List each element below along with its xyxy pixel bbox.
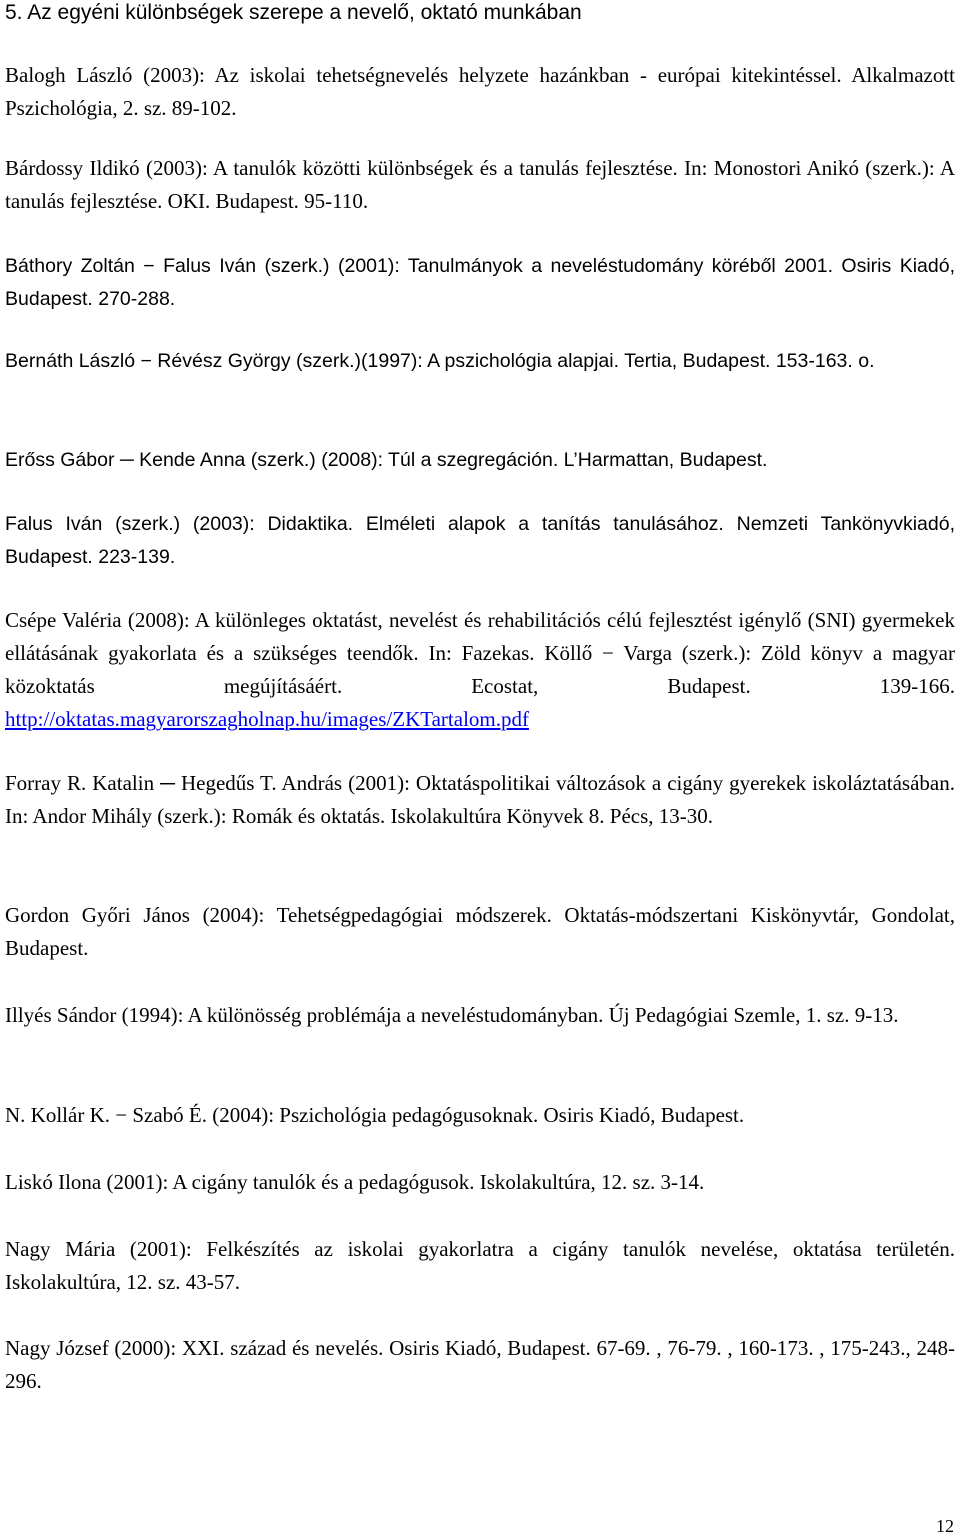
reference-eross: Erőss Gábor ─ Kende Anna (szerk.) (2008): Túl a szegregáción. L’Harmattan, Budapest. — [5, 449, 768, 471]
reference-falus: Falus Iván (szerk.) (2003): Didaktika. Elméleti alapok a tanítás tanulásához. Nemzeti Tankönyvkiadó, Budapest. 223-139. — [5, 513, 955, 568]
reference-csepe-text: Csépe Valéria (2008): A különleges oktatást, nevelést és rehabilitációs célú fejlesztést igénylő (SNI) gyermekek ellátásának gyakorlata és a szükséges teendők. In: Fazekas. Köllő − Varga (szerk.): Zöld könyv a magyar közoktatás megújításáért. Ecostat, Budapest. 139-166. — [5, 608, 955, 698]
page-number: 12 — [936, 1516, 954, 1536]
reference-csepe — [5, 604, 955, 736]
reference-bathory: Báthory Zoltán − Falus Iván (szerk.) (2001): Tanulmányok a neveléstudomány köréből 2001. Osiris Kiadó, Budapest. 270-288. — [5, 255, 955, 310]
reference-gordon: Gordon Győri János (2004): Tehetségpedagógiai módszerek. Oktatás-módszertani Kiskönyvtár, Gondolat, Budapest. — [5, 903, 955, 960]
reference-link[interactable]: http://oktatas.magyarorszagholnap.hu/images/ZKTartalom.pdf — [5, 707, 529, 731]
reference-kollar: N. Kollár K. − Szabó É. (2004): Pszichológia pedagógusoknak. Osiris Kiadó, Budapest. — [5, 1103, 745, 1127]
section-heading: 5. Az egyéni különbségek szerepe a nevelő, oktató munkában — [5, 1, 582, 24]
reference-nagy-jozsef: Nagy József (2000): XXI. század és nevelés. Osiris Kiadó, Budapest. 67-69. , 76-79. , 160-173. , 175-243., 248-296. — [5, 1336, 955, 1393]
reference-forray: Forray R. Katalin ─ Hegedűs T. András (2001): Oktatáspolitikai változások a cigány gyerekek iskoláztatásában. In: Andor Mihály (szerk.): Romák és oktatás. Iskolakultúra Könyvek 8. Pécs, 13-30. — [5, 771, 955, 828]
reference-lisko: Liskó Ilona (2001): A cigány tanulók és a pedagógusok. Iskolakultúra, 12. sz. 3-14. — [5, 1170, 705, 1194]
reference-illyes: Illyés Sándor (1994): A különösség problémája a neveléstudományban. Új Pedagógiai Szemle, 1. sz. 9-13. — [5, 1003, 899, 1027]
reference-nagy-maria: Nagy Mária (2001): Felkészítés az iskolai gyakorlatra a cigány tanulók nevelése, oktatása területén. Iskolakultúra, 12. sz. 43-57. — [5, 1237, 955, 1294]
reference-bernath: Bernáth László − Révész György (szerk.)(1997): A pszichológia alapjai. Tertia, Budapest. 153-163. o. — [5, 350, 875, 372]
reference-balogh: Balogh László (2003): Az iskolai tehetségnevelés helyzete hazánkban - európai kitekintéssel. Alkalmazott Pszichológia, 2. sz. 89-102. — [5, 63, 955, 120]
reference-bardossy: Bárdossy Ildikó (2003): A tanulók közötti különbségek és a tanulás fejlesztése. In: Monostori Anikó (szerk.): A tanulás fejlesztése. OKI. Budapest. 95-110. — [5, 156, 955, 213]
